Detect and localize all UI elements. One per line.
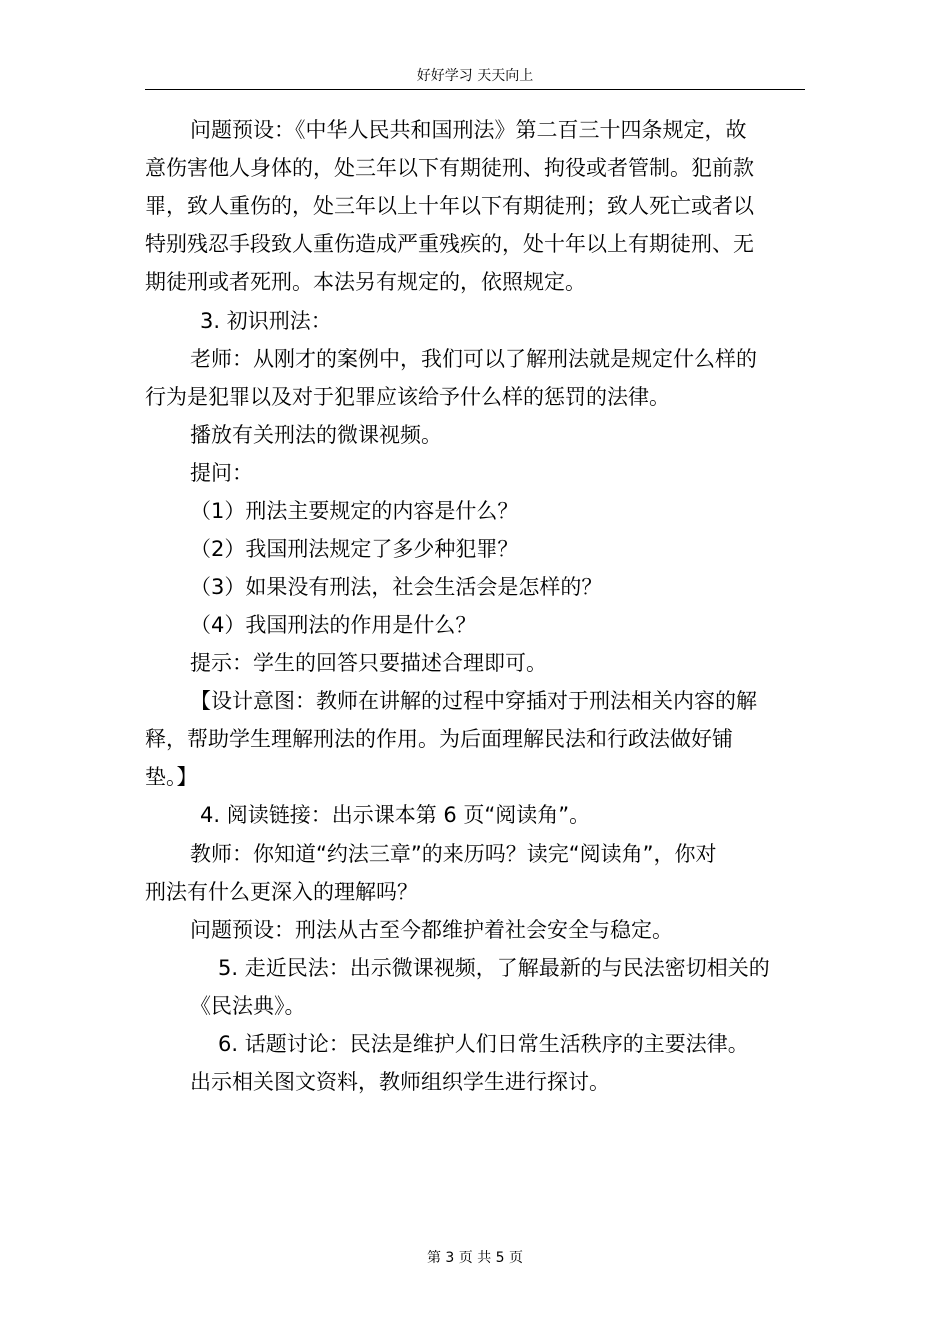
section-heading: 3. 初识刑法： (200, 309, 332, 333)
paragraph-line: 提问： (190, 461, 253, 485)
paragraph-line: 期徒刑或者死刑。本法另有规定的，依照规定。 (145, 270, 586, 294)
page-number: 第 3 页 共 5 页 (426, 1250, 524, 1266)
paragraph-line: 问题预设：《中华人民共和国刑法》第二百三十四条规定，故 (190, 118, 747, 142)
paragraph-line: 问题预设：刑法从古至今都维护着社会安全与稳定。 (190, 918, 673, 942)
design-intent-line: 释，帮助学生理解刑法的作用。为后面理解民法和行政法做好铺 (145, 727, 733, 751)
paragraph-line: 特别残忍手段致人重伤造成严重残疾的，处十年以上有期徒刑、无 (145, 232, 754, 256)
paragraph-line: 提示：学生的回答只要描述合理即可。 (190, 651, 547, 675)
question-item: （3）如果没有刑法，社会生活会是怎样的？ (190, 575, 603, 599)
paragraph-line: 《民法典》。 (190, 994, 306, 1018)
paragraph-line: 播放有关刑法的微课视频。 (190, 423, 442, 447)
question-item: （2）我国刑法规定了多少种犯罪？ (190, 537, 519, 561)
paragraph-line: 出示相关图文资料，教师组织学生进行探讨。 (190, 1070, 610, 1094)
paragraph-line: 行为是犯罪以及对于犯罪应该给予什么样的惩罚的法律。 (145, 385, 670, 409)
question-item: （4）我国刑法的作用是什么？ (190, 613, 477, 637)
paragraph-line: 老师：从刚才的案例中，我们可以了解刑法就是规定什么样的 (190, 347, 757, 371)
header-divider (145, 89, 805, 90)
paragraph-line: 教师：你知道“约法三章”的来历吗？读完“阅读角”，你对 (190, 842, 717, 866)
design-intent-line: 垫。】 (145, 765, 198, 789)
section-heading: 5. 走近民法：出示微课视频，了解最新的与民法密切相关的 (218, 956, 770, 980)
design-intent-line: 【设计意图：教师在讲解的过程中穿插对于刑法相关内容的解 (190, 689, 757, 713)
paragraph-line: 意伤害他人身体的，处三年以下有期徒刑、拘役或者管制。犯前款 (145, 156, 754, 180)
section-heading: 4. 阅读链接：出示课本第 6 页“阅读角”。 (200, 803, 591, 827)
paragraph-line: 刑法有什么更深入的理解吗？ (145, 880, 418, 904)
section-heading: 6. 话题讨论：民法是维护人们日常生活秩序的主要法律。 (218, 1032, 749, 1056)
paragraph-line: 罪，致人重伤的，处三年以上十年以下有期徒刑；致人死亡或者以 (145, 194, 754, 218)
question-item: （1）刑法主要规定的内容是什么？ (190, 499, 519, 523)
page-header: 好好学习 天天向上 (416, 68, 534, 84)
